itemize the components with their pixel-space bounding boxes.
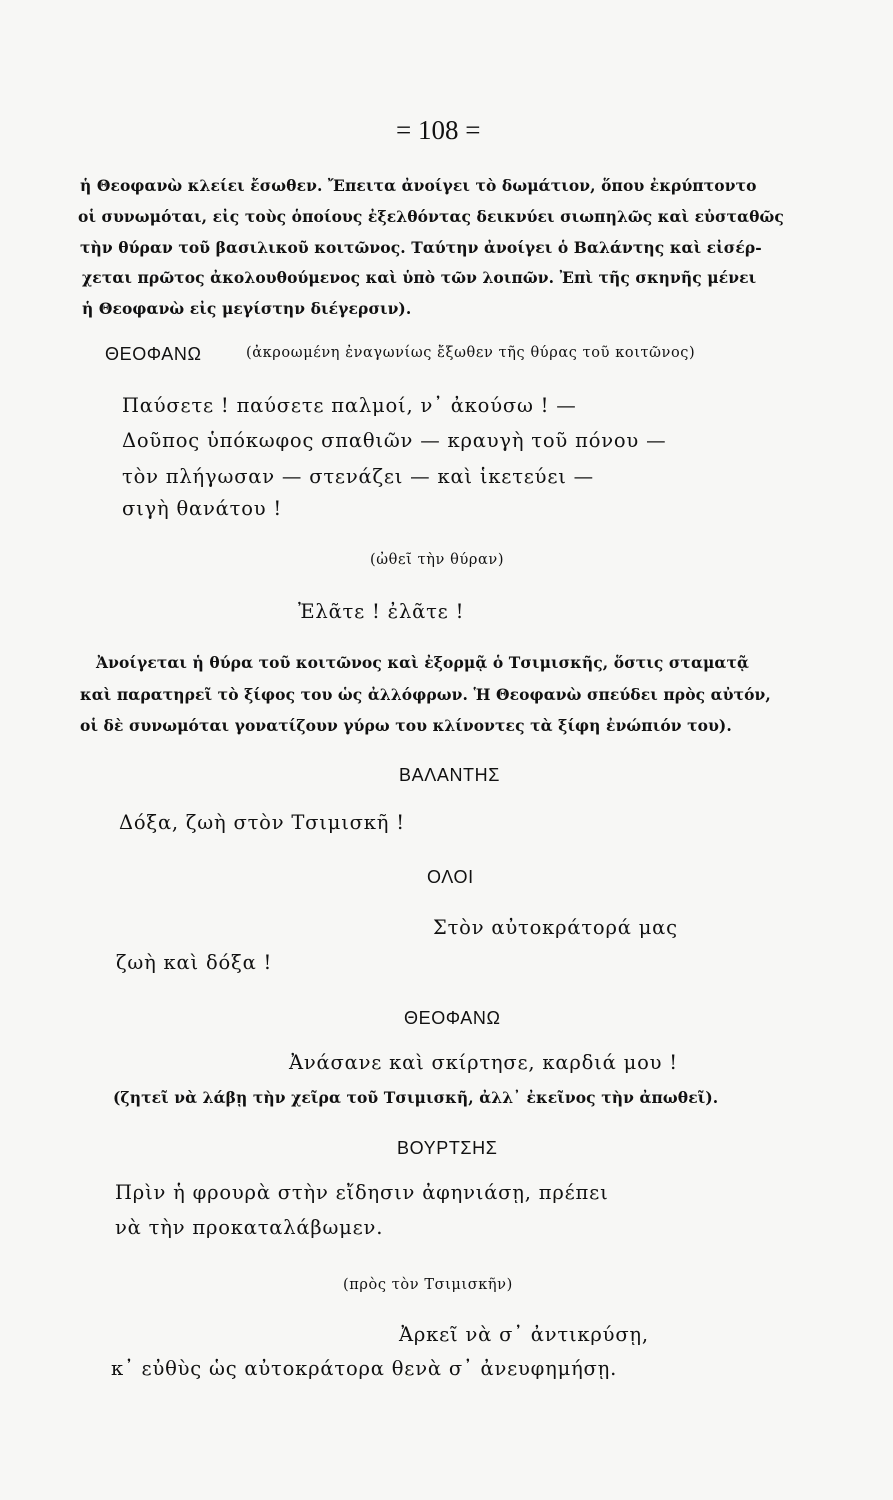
speaker-name: ΒΟΥΡΤΣΗΣ — [397, 1138, 498, 1158]
verse-line: Ἐλᾶτε ! ἐλᾶτε ! — [298, 600, 465, 623]
stage-direction-line: Ἀνοίγεται ἡ θύρα τοῦ κοιτῶνος καὶ ἐξορμᾷ ὁ Τσιμισκῆς, ὅστις σταματᾷ — [96, 653, 749, 672]
verse-line: Δόξα, ζωὴ στὸν Τσιμισκῆ ! — [119, 811, 405, 834]
speaker-name: ΒΑΛΑΝΤΗΣ — [399, 765, 500, 785]
verse-line: κ᾽ εὐθὺς ὡς αὐτοκράτορα θενὰ σ᾽ ἀνευφημήσῃ. — [111, 1357, 618, 1380]
speaker-name: ΟΛΟΙ — [427, 867, 474, 887]
stage-direction-line: ἡ Θεοφανὼ εἰς μεγίστην διέγερσιν). — [82, 299, 412, 318]
stage-direction: (ἀκροωμένη ἐναγωνίως ἔξωθεν τῆς θύρας τοῦ κοιτῶνος) — [246, 345, 696, 361]
verse-line: Παύσετε ! παύσετε παλμοί, ν᾽ ἀκούσω ! — — [122, 394, 577, 417]
speaker-name: ΘΕΟΦΑΝΩ — [105, 344, 202, 364]
verse-line: ζωὴ καὶ δόξα ! — [116, 951, 273, 974]
stage-direction-line: χεται πρῶτος ἀκολουθούμενος καὶ ὑπὸ τῶν λοιπῶν. Ἐπὶ τῆς σκηνῆς μένει — [82, 268, 757, 287]
page-number: = 108 = — [396, 115, 481, 145]
stage-direction: (πρὸς τὸν Τσιμισκῆν) — [343, 1277, 513, 1293]
verse-line: τὸν πλήγωσαν — στενάζει — καὶ ἱκετεύει — — [122, 465, 594, 488]
verse-line: Ἀρκεῖ νὰ σ᾽ ἀντικρύσῃ, — [399, 1323, 649, 1346]
stage-direction-line: οἱ δὲ συνωμόται γονατίζουν γύρω του κλίνοντες τὰ ξίφη ἐνώπιόν του). — [80, 716, 732, 735]
stage-direction: (ὠθεῖ τὴν θύραν) — [370, 552, 505, 568]
speaker-name: ΘΕΟΦΑΝΩ — [404, 1008, 501, 1028]
stage-direction-line: ἡ Θεοφανὼ κλείει ἔσωθεν. Ἔπειτα ἀνοίγει τὸ δωμάτιον, ὅπου ἐκρύπτοντο — [80, 176, 757, 195]
stage-direction-line: καὶ παρατηρεῖ τὸ ξίφος του ὡς ἀλλόφρων. Ἡ Θεοφανὼ σπεύδει πρὸς αὐτόν, — [80, 685, 771, 704]
stage-direction-line: τὴν θύραν τοῦ βασιλικοῦ κοιτῶνος. Ταύτην ἀνοίγει ὁ Βαλάντης καὶ εἰσέρ- — [80, 238, 762, 257]
verse-line: Ἀνάσανε καὶ σκίρτησε, καρδιά μου ! — [289, 1051, 678, 1074]
verse-line: σιγὴ θανάτου ! — [122, 497, 283, 520]
verse-line: νὰ τὴν προκαταλάβωμεν. — [115, 1216, 384, 1239]
verse-line: Δοῦπος ὑπόκωφος σπαθιῶν — κραυγὴ τοῦ πόνου — — [122, 429, 667, 452]
stage-direction-line: οἱ συνωμόται, εἰς τοὺς ὁποίους ἐξελθόντας δεικνύει σιωπηλῶς καὶ εὐσταθῶς — [78, 207, 784, 226]
verse-line: Πρὶν ἡ φρουρὰ στὴν εἴδησιν ἀφηνιάσῃ, πρέπει — [115, 1181, 609, 1204]
verse-line: Στὸν αὐτοκράτορά μας — [433, 916, 678, 939]
stage-direction: (ζητεῖ νὰ λάβῃ τὴν χεῖρα τοῦ Τσιμισκῆ, ἀλλ᾽ ἐκεῖνος τὴν ἀπωθεῖ). — [113, 1088, 719, 1107]
